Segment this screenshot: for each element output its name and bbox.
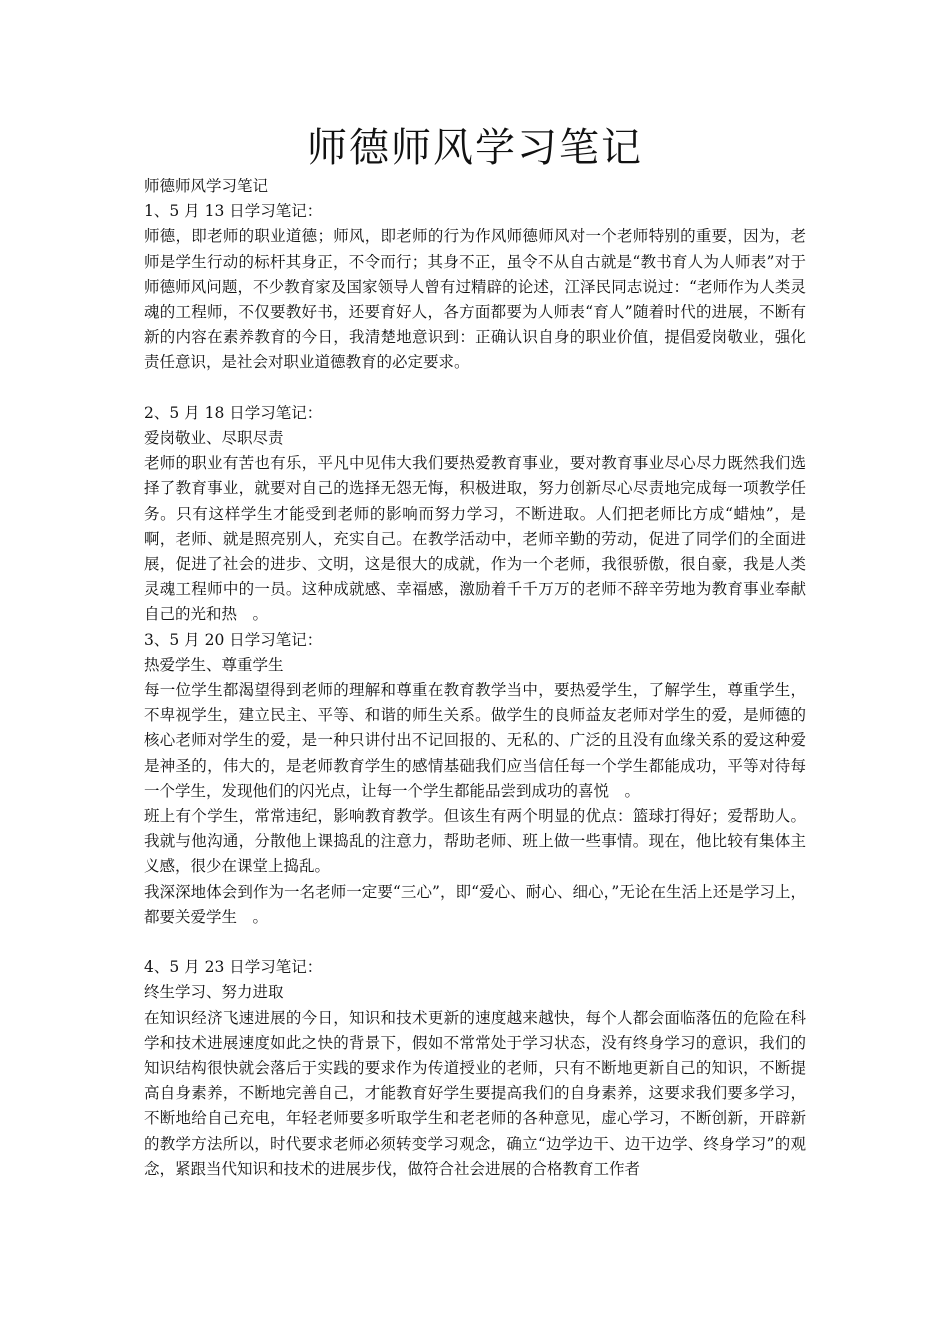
note4-heading: 4、5 月 23 日学习笔记： — [144, 958, 323, 977]
document-title: 师德师风学习笔记 — [307, 125, 643, 171]
note3-paragraph-2: 班上有个学生，常常违纪，影响教育教学。但该生有两个明显的优点：篮球打得好；爱帮助人。我就与他沟通，分散他上课捣乱的注意力，帮助老师、班上做一些事情。现在，他比较有集体主义感，很少在课堂上捣乱。 — [144, 807, 806, 876]
note3-paragraph-1: 每一位学生都渴望得到老师的理解和尊重在教育教学当中，要热爱学生，了解学生，尊重学生，不卑视学生，建立民主、平等、和谐的师生关系。做学生的良师益友老师对学生的爱，是师德的核心老师对学生的爱，是一种只讲付出不记回报的、无私的、广泛的且没有血缘关系的爱这种爱是神圣的，伟大的，是老师教育学生的感情基础我们应当信任每一个学生都能成功，平等对待每一个学生，发现他们的闪光点，让每一个学生都能品尝到成功的喜悦 。 — [144, 681, 806, 800]
note4-subheading: 终生学习、努力进取 — [144, 983, 284, 1002]
note2-paragraph: 老师的职业有苦也有乐，平凡中见伟大我们要热爱教育事业，要对教育事业尽心尽力既然我们选择了教育事业，就要对自己的选择无怨无悔，积极进取，努力创新尽心尽责地完成每一项教学任务。只有这样学生才能受到老师的影响而努力学习，不断进取。人们把老师比方成“蜡烛”，是啊，老师、就是照亮别人，充实自己。在教学活动中，老师辛勤的劳动，促进了同学们的全面进展，促进了社会的进步、文明，这是很大的成就，作为一个老师，我很骄傲，很自豪，我是人类灵魂工程师中的一员。这种成就感、幸福感，激励着千千万万的老师不辞辛劳地为教育事业奉献自己的光和热 。 — [144, 454, 806, 624]
note3-heading: 3、5 月 20 日学习笔记： — [144, 630, 323, 649]
note4-paragraph: 在知识经济飞速进展的今日，知识和技术更新的速度越来越快，每个人都会面临落伍的危险在科学和技术进展速度如此之快的背景下，假如不常常处于学习状态，没有终身学习的意识，我们的知识结构很快就会落后于实践的要求作为传道授业的老师，只有不断地更新自己的知识，不断提高自身素养，不断地完善自己，才能教育好学生要提高我们的自身素养，这要求我们要多学习，不断地给自己充电，年轻老师要多听取学生和老老师的各种意见，虚心学习，不断创新，开辟新的教学方法所以，时代要求老师必须转变学习观念，确立“边学边干、边干边学、终身学习”的观念，紧跟当代知识和技术的进展步伐，做符合社会进展的合格教育工作者 — [144, 1008, 806, 1178]
note1-heading: 1、5 月 13 日学习笔记： — [144, 202, 323, 221]
blank-line — [144, 930, 806, 955]
note2-heading: 2、5 月 18 日学习笔记： — [144, 403, 323, 422]
note1-paragraph: 师德，即老师的职业道德；师风，即老师的行为作风师德师风对一个老师特别的重要，因为，老师是学生行动的标杆其身正，不令而行；其身不正，虽令不从自古就是“教书育人为人师表”对于师德师风问题，不少教育家及国家领导人曾有过精辟的论述，江泽民同志说过：“老师作为人类灵魂的工程师，不仅要教好书，还要育好人，各方面都要为人师表“育人”随着时代的进展，不断有新的内容在素养教育的今日，我清楚地意识到：正确认识自身的职业价值，提倡爱岗敬业，强化责任意识，是社会对职业道德教育的必定要求。 — [144, 227, 806, 372]
note2-subheading: 爱岗敬业、尽职尽责 — [144, 429, 284, 448]
document-body — [144, 174, 806, 1182]
note3-subheading: 热爱学生、尊重学生 — [144, 655, 284, 674]
note3-paragraph-3: 我深深地体会到作为一名老师一定要“三心”，即“爱心、耐心、细心，”无论在生活上还是学习上，都要关爱学生 。 — [144, 882, 806, 926]
blank-line — [144, 376, 806, 401]
document-subtitle: 师德师风学习笔记 — [144, 177, 269, 195]
